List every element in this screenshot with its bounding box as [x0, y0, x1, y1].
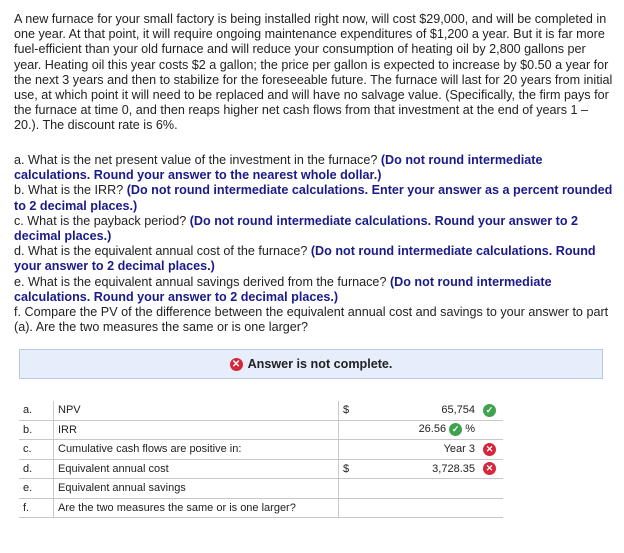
table-row [19, 420, 503, 440]
incorrect-x-icon: ✕ [483, 462, 496, 475]
check-icon: ✓ [449, 423, 462, 436]
error-x-icon: ✕ [230, 358, 243, 371]
question-c [14, 214, 620, 244]
answer-table [19, 401, 503, 518]
row-label: Are the two measures the same or is one larger? [54, 498, 339, 518]
currency-symbol [339, 440, 358, 460]
currency-symbol: $ [339, 459, 358, 479]
currency-symbol: $ [339, 401, 358, 420]
question-b [14, 183, 620, 213]
row-label: Cumulative cash flows are positive in: [54, 440, 339, 460]
question-text: What is the IRR? [24, 183, 127, 198]
table-row [19, 459, 503, 479]
answer-input-irr[interactable]: 26.56 [418, 423, 447, 436]
question-f [14, 305, 620, 335]
row-letter: f. [19, 498, 54, 518]
row-label: Equivalent annual cost [54, 459, 339, 479]
incorrect-x-icon: ✕ [483, 443, 496, 456]
question-list [14, 153, 620, 335]
row-letter: b. [19, 420, 54, 440]
question-instruction: (Do not round intermediate calculations. Round your answer to the nearest whole dollar.) [14, 153, 543, 183]
question-letter: d. [14, 244, 25, 259]
question-text: What is the payback period? [23, 213, 190, 228]
row-letter: c. [19, 440, 54, 460]
currency-symbol [339, 420, 358, 440]
question-letter: f. [14, 305, 21, 320]
question-a [14, 153, 620, 183]
row-label: NPV [54, 401, 339, 420]
answer-input-eas[interactable] [357, 479, 479, 499]
row-letter: d. [19, 459, 54, 479]
table-row [19, 401, 503, 420]
question-letter: b. [14, 183, 25, 198]
answer-input-eac[interactable]: 3,728.35 [357, 459, 479, 479]
question-instruction: (Do not round intermediate calculations. Enter your answer as a percent rounded to 2 decimal places.) [14, 183, 613, 213]
answer-status-banner [19, 349, 603, 379]
question-text: What is the equivalent annual savings derived from the furnace? [24, 274, 390, 289]
table-row [19, 479, 503, 499]
question-letter: c. [14, 213, 24, 228]
percent-symbol: % [465, 423, 475, 436]
question-e [14, 275, 620, 305]
table-row [19, 498, 503, 518]
banner-text: Answer is not complete. [247, 357, 393, 371]
check-icon: ✓ [483, 404, 496, 417]
question-letter: a. [14, 153, 25, 167]
question-letter: e. [14, 274, 25, 289]
answer-select-payback[interactable]: Year 3 [357, 440, 479, 460]
answer-select-compare[interactable] [357, 498, 479, 518]
row-letter: a. [19, 401, 54, 420]
row-letter: e. [19, 479, 54, 499]
question-instruction: (Do not round intermediate calculations. Round your answer to 2 decimal places.) [14, 213, 579, 244]
answer-input-npv[interactable]: 65,754 [357, 401, 479, 420]
question-text: Compare the PV of the difference between the equivalent annual cost and savings to your answer to part (a). Are the two measures the same or is one larger? [14, 305, 609, 335]
question-text: What is the net present value of the investment in the furnace? [24, 153, 381, 167]
question-instruction: (Do not round intermediate calculations. Round your answer to 2 decimal places.) [14, 244, 596, 274]
row-label: IRR [54, 420, 339, 440]
question-d [14, 244, 620, 274]
problem-statement: A new furnace for your small factory is being installed right now, will cost $29,000, and will be completed in one year. At that point, it will require ongoing maintenance expenditures of $1,200 a year. But it is far more fuel-efficient than your old furnace and will reduce your consumption of heating oil by 2,800 gallons per year. Heating oil this year costs $2 a gallon; the price per gallon is expected to increase by $0.50 a year for the next 3 years and then to stabilize for the foreseeable future. The furnace will last for 20 years from initial use, at which point it will need to be replaced and will have no salvage value. (Specifically, the firm pays for the furnace at time 0, and then reaps higher net cash flows from that investment at the end of years 1 – 20.). The discount rate is 6%. [14, 12, 613, 133]
row-label: Equivalent annual savings [54, 479, 339, 499]
question-instruction: (Do not round intermediate calculations. Round your answer to 2 decimal places.) [14, 274, 552, 304]
question-text: What is the equivalent annual cost of the furnace? [24, 244, 311, 259]
table-row [19, 440, 503, 460]
